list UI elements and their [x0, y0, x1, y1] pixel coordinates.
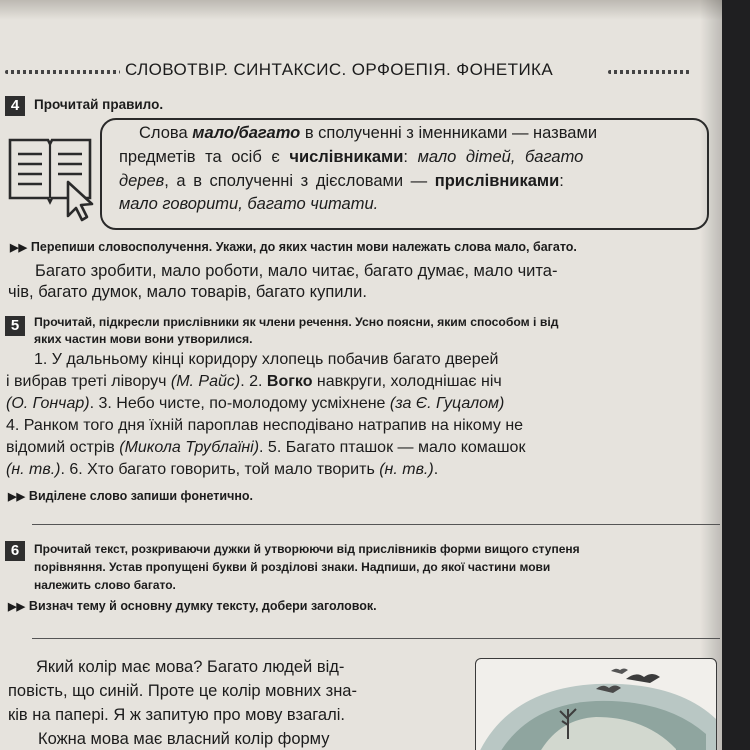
header-ornament-left [5, 70, 120, 74]
exercise-5-instruction-2: яких частин мови вони утворилися. [34, 332, 253, 346]
exercise-4-instruction: Прочитай правило. [34, 97, 164, 112]
rule-line-4: мало говорити, багато читати. [119, 195, 379, 213]
exercise-5-task: ▶▶ Виділене слово запиши фонетично. [8, 489, 254, 503]
exercise-5-line-6: (н. тв.). 6. Хто багато говорить, той мало творить (н. тв.). [6, 461, 439, 478]
exercise-6-instruction-2: порівняння. Устав пропущені букви й розділові знаки. Надпиши, до якої частини мови [34, 560, 551, 574]
rule-line-1: Слова мало/багато в сполученні з іменниками — назвами [139, 124, 598, 142]
exercise-5-line-1: 1. У дальньому кінці коридору хлопець побачив багато дверей [34, 351, 499, 368]
exercise-number-5: 5 [5, 316, 25, 336]
exercise-6-task: ▶▶ Визнач тему й основну думку тексту, добери заголовок. [8, 599, 377, 613]
exercise-5-line-4: 4. Ранком того дня їхній пароплав несподівано натрапив на нікому не [6, 417, 524, 434]
exercise-6-text-line-2: повість, що синій. Проте це колір мовних зна- [8, 682, 357, 700]
exercise-6-instruction-3: належить слово багато. [34, 578, 176, 592]
exercise-5-line-3: (О. Гончар). 3. Небо чисте, по-молодому усміхнене (за Є. Гуцалом) [6, 395, 505, 412]
header-ornament-right [608, 70, 690, 74]
exercise-6-text-line-4: Кожна мова має власний колір форму [38, 730, 330, 748]
book-cursor-icon [6, 132, 96, 222]
exercise-4-line-2: чів, багато думок, мало товарів, багато купили. [8, 283, 367, 301]
exercise-number-6: 6 [5, 541, 25, 561]
illustration-birds-icon [476, 659, 716, 750]
exercise-6-instruction-1: Прочитай текст, розкриваючи дужки й утворюючи від прислівників форми вищого ступеня [34, 542, 580, 556]
exercise-4-line-1: Багато зробити, мало роботи, мало читає, багато думає, мало чита- [35, 262, 558, 280]
rule-box [100, 118, 709, 230]
exercise-4-task: ▶▶ Перепиши словосполучення. Укажи, до яких частин мови належать слова мало, багато. [10, 240, 577, 254]
exercise-5-instruction-1: Прочитай, підкресли прислівники як члени речення. Усно поясни, яким способом і від [34, 315, 559, 329]
double-arrow-icon: ▶▶ [10, 242, 27, 254]
page-header-title: СЛОВОТВІР. СИНТАКСИС. ОРФОЕПІЯ. ФОНЕТИКА [125, 60, 554, 79]
double-arrow-icon: ▶▶ [8, 601, 25, 613]
exercise-6-text-line-3: ків на папері. Я ж запитую про мову взагалі. [8, 706, 345, 724]
rule-line-3: дерев, а в сполученні з дієсловами — прислівниками: [119, 172, 564, 190]
answer-line [32, 524, 720, 525]
rule-line-2: предметів та осіб є числівниками: мало дітей, багато [119, 148, 584, 166]
double-arrow-icon: ▶▶ [8, 491, 25, 503]
page-top-shadow [0, 0, 722, 20]
illustration-birds-globe [475, 658, 717, 750]
exercise-6-text-line-1: Який колір має мова? Багато людей від- [36, 658, 345, 676]
answer-line [32, 638, 720, 639]
exercise-5-line-2: і вибрав треті ліворуч (М. Райс). 2. Вогко навкруги, холоднішає ніч [6, 373, 502, 390]
exercise-5-line-5: відомий острів (Микола Трублаїні). 5. Багато пташок — мало комашок [6, 439, 526, 456]
exercise-number-4: 4 [5, 96, 25, 116]
